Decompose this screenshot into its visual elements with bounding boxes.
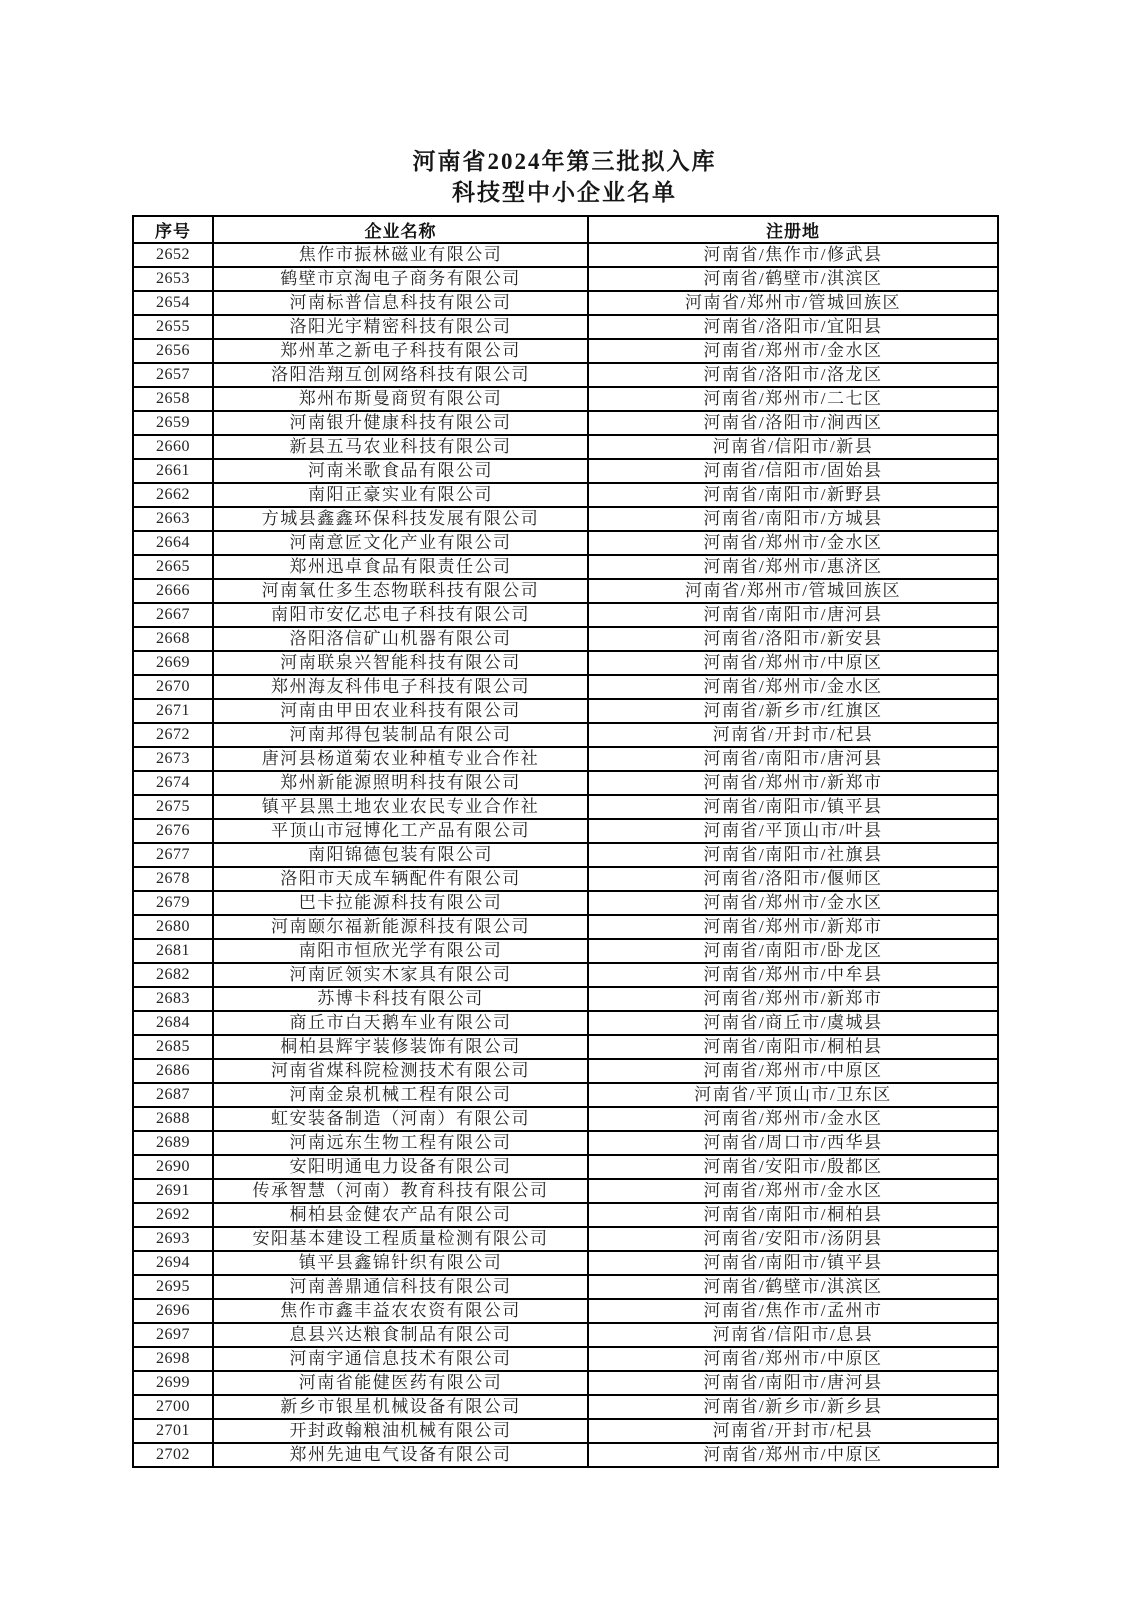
cell-seq: 2666 [133,579,213,603]
cell-company: 息县兴达粮食制品有限公司 [213,1323,588,1347]
cell-company: 桐柏县金健农产品有限公司 [213,1203,588,1227]
document-title-line2: 科技型中小企业名单 [452,180,677,205]
table-row [133,387,998,411]
cell-company: 方城县鑫鑫环保科技发展有限公司 [213,507,588,531]
cell-seq: 2683 [133,987,213,1011]
column-header-seq: 序号 [133,216,213,243]
table-row [133,1179,998,1203]
table-row [133,963,998,987]
cell-seq: 2694 [133,1251,213,1275]
cell-location: 河南省/南阳市/社旗县 [588,843,998,867]
table-row [133,1107,998,1131]
cell-location: 河南省/开封市/杞县 [588,723,998,747]
cell-seq: 2697 [133,1323,213,1347]
cell-location: 河南省/郑州市/金水区 [588,339,998,363]
cell-seq: 2665 [133,555,213,579]
cell-seq: 2684 [133,1011,213,1035]
cell-location: 河南省/新乡市/新乡县 [588,1395,998,1419]
cell-location: 河南省/南阳市/新野县 [588,483,998,507]
table-row [133,459,998,483]
cell-seq: 2652 [133,243,213,267]
cell-seq: 2681 [133,939,213,963]
table-row [133,843,998,867]
cell-company: 南阳市恒欣光学有限公司 [213,939,588,963]
table-header [133,216,998,243]
cell-location: 河南省/郑州市/管城回族区 [588,291,998,315]
cell-seq: 2695 [133,1275,213,1299]
cell-seq: 2689 [133,1131,213,1155]
cell-company: 洛阳光宇精密科技有限公司 [213,315,588,339]
table-row [133,1131,998,1155]
cell-seq: 2669 [133,651,213,675]
cell-company: 郑州新能源照明科技有限公司 [213,771,588,795]
table-row [133,1443,998,1467]
cell-seq: 2660 [133,435,213,459]
cell-location: 河南省/洛阳市/新安县 [588,627,998,651]
cell-seq: 2654 [133,291,213,315]
table-row [133,939,998,963]
cell-seq: 2658 [133,387,213,411]
cell-company: 南阳市安亿芯电子科技有限公司 [213,603,588,627]
table-row [133,723,998,747]
cell-location: 河南省/郑州市/二七区 [588,387,998,411]
table-row [133,555,998,579]
cell-location: 河南省/郑州市/金水区 [588,1179,998,1203]
cell-location: 河南省/郑州市/管城回族区 [588,579,998,603]
cell-seq: 2674 [133,771,213,795]
table-row [133,483,998,507]
cell-company: 河南金泉机械工程有限公司 [213,1083,588,1107]
cell-company: 河南意匠文化产业有限公司 [213,531,588,555]
cell-location: 河南省/郑州市/金水区 [588,891,998,915]
cell-company: 河南善鼎通信科技有限公司 [213,1275,588,1299]
table-row [133,1395,998,1419]
cell-seq: 2653 [133,267,213,291]
cell-company: 河南宇通信息技术有限公司 [213,1347,588,1371]
cell-location: 河南省/洛阳市/洛龙区 [588,363,998,387]
table-row [133,627,998,651]
cell-seq: 2668 [133,627,213,651]
cell-seq: 2677 [133,843,213,867]
cell-company: 河南远东生物工程有限公司 [213,1131,588,1155]
cell-seq: 2678 [133,867,213,891]
cell-company: 鹤壁市京淘电子商务有限公司 [213,267,588,291]
cell-seq: 2696 [133,1299,213,1323]
cell-seq: 2686 [133,1059,213,1083]
table-row [133,1035,998,1059]
cell-location: 河南省/南阳市/唐河县 [588,747,998,771]
cell-location: 河南省/南阳市/唐河县 [588,603,998,627]
table-row [133,267,998,291]
table-row [133,867,998,891]
table-row [133,1011,998,1035]
cell-company: 开封政翰粮油机械有限公司 [213,1419,588,1443]
document-title [132,146,997,208]
table-row [133,1083,998,1107]
table-header-row [133,216,998,243]
cell-company: 新乡市银星机械设备有限公司 [213,1395,588,1419]
cell-company: 郑州革之新电子科技有限公司 [213,339,588,363]
table-row [133,531,998,555]
cell-company: 焦作市鑫丰益农农资有限公司 [213,1299,588,1323]
cell-location: 河南省/郑州市/惠济区 [588,555,998,579]
cell-seq: 2685 [133,1035,213,1059]
cell-company: 洛阳洛信矿山机器有限公司 [213,627,588,651]
cell-company: 巴卡拉能源科技有限公司 [213,891,588,915]
cell-seq: 2693 [133,1227,213,1251]
cell-seq: 2675 [133,795,213,819]
column-header-location: 注册地 [588,216,998,243]
cell-location: 河南省/郑州市/新郑市 [588,915,998,939]
cell-company: 安阳明通电力设备有限公司 [213,1155,588,1179]
cell-location: 河南省/郑州市/中原区 [588,651,998,675]
cell-company: 河南联泉兴智能科技有限公司 [213,651,588,675]
table-row [133,291,998,315]
cell-location: 河南省/洛阳市/偃师区 [588,867,998,891]
cell-location: 河南省/焦作市/孟州市 [588,1299,998,1323]
table-row [133,315,998,339]
table-row [133,1419,998,1443]
cell-seq: 2659 [133,411,213,435]
cell-location: 河南省/鹤壁市/淇滨区 [588,267,998,291]
cell-company: 河南银升健康科技有限公司 [213,411,588,435]
cell-company: 南阳正豪实业有限公司 [213,483,588,507]
cell-location: 河南省/信阳市/新县 [588,435,998,459]
cell-company: 郑州先迪电气设备有限公司 [213,1443,588,1467]
cell-location: 河南省/平顶山市/卫东区 [588,1083,998,1107]
document-title-line1: 河南省2024年第三批拟入库 [412,149,717,174]
cell-location: 河南省/商丘市/虞城县 [588,1011,998,1035]
cell-seq: 2682 [133,963,213,987]
cell-location: 河南省/洛阳市/宜阳县 [588,315,998,339]
table-row [133,915,998,939]
cell-seq: 2663 [133,507,213,531]
cell-seq: 2698 [133,1347,213,1371]
cell-company: 河南标普信息科技有限公司 [213,291,588,315]
cell-location: 河南省/信阳市/息县 [588,1323,998,1347]
cell-company: 平顶山市冠博化工产品有限公司 [213,819,588,843]
table-row [133,507,998,531]
cell-company: 镇平县黑土地农业农民专业合作社 [213,795,588,819]
cell-company: 郑州海友科伟电子科技有限公司 [213,675,588,699]
cell-company: 河南匠领实木家具有限公司 [213,963,588,987]
cell-seq: 2655 [133,315,213,339]
cell-company: 安阳基本建设工程质量检测有限公司 [213,1227,588,1251]
cell-company: 南阳锦德包装有限公司 [213,843,588,867]
column-header-company: 企业名称 [213,216,588,243]
cell-company: 河南由甲田农业科技有限公司 [213,699,588,723]
cell-location: 河南省/郑州市/中牟县 [588,963,998,987]
cell-location: 河南省/南阳市/方城县 [588,507,998,531]
cell-company: 洛阳市天成车辆配件有限公司 [213,867,588,891]
cell-company: 郑州迅卓食品有限责任公司 [213,555,588,579]
cell-company: 镇平县鑫锦针织有限公司 [213,1251,588,1275]
table-row [133,435,998,459]
cell-seq: 2702 [133,1443,213,1467]
cell-company: 虹安装备制造（河南）有限公司 [213,1107,588,1131]
cell-seq: 2671 [133,699,213,723]
table-row [133,1203,998,1227]
cell-location: 河南省/南阳市/桐柏县 [588,1035,998,1059]
cell-location: 河南省/焦作市/修武县 [588,243,998,267]
cell-company: 唐河县杨道菊农业种植专业合作社 [213,747,588,771]
cell-location: 河南省/南阳市/镇平县 [588,1251,998,1275]
table-row [133,675,998,699]
table-row [133,987,998,1011]
cell-company: 河南颐尔福新能源科技有限公司 [213,915,588,939]
cell-company: 河南省能健医药有限公司 [213,1371,588,1395]
table-body [133,243,998,1467]
cell-seq: 2699 [133,1371,213,1395]
cell-seq: 2679 [133,891,213,915]
cell-location: 河南省/郑州市/金水区 [588,1107,998,1131]
cell-location: 河南省/安阳市/殷都区 [588,1155,998,1179]
cell-location: 河南省/南阳市/镇平县 [588,795,998,819]
table-row [133,603,998,627]
table-row [133,1155,998,1179]
cell-location: 河南省/郑州市/新郑市 [588,987,998,1011]
table-row [133,771,998,795]
table-row [133,891,998,915]
cell-location: 河南省/平顶山市/叶县 [588,819,998,843]
table-row [133,1227,998,1251]
table-row [133,819,998,843]
cell-seq: 2667 [133,603,213,627]
cell-company: 传承智慧（河南）教育科技有限公司 [213,1179,588,1203]
cell-seq: 2688 [133,1107,213,1131]
cell-seq: 2656 [133,339,213,363]
table-row [133,1251,998,1275]
table-row [133,339,998,363]
cell-company: 新县五马农业科技有限公司 [213,435,588,459]
company-table [132,215,999,1468]
cell-seq: 2657 [133,363,213,387]
cell-company: 商丘市白天鹅车业有限公司 [213,1011,588,1035]
cell-seq: 2676 [133,819,213,843]
table-row [133,1059,998,1083]
cell-seq: 2664 [133,531,213,555]
table-row [133,651,998,675]
cell-seq: 2662 [133,483,213,507]
cell-seq: 2700 [133,1395,213,1419]
cell-company: 河南米歌食品有限公司 [213,459,588,483]
table-row [133,363,998,387]
table-row [133,1347,998,1371]
cell-location: 河南省/鹤壁市/淇滨区 [588,1275,998,1299]
cell-location: 河南省/郑州市/中原区 [588,1059,998,1083]
cell-company: 郑州布斯曼商贸有限公司 [213,387,588,411]
cell-location: 河南省/南阳市/桐柏县 [588,1203,998,1227]
cell-location: 河南省/新乡市/红旗区 [588,699,998,723]
cell-location: 河南省/信阳市/固始县 [588,459,998,483]
cell-seq: 2680 [133,915,213,939]
cell-location: 河南省/郑州市/中原区 [588,1443,998,1467]
cell-seq: 2690 [133,1155,213,1179]
cell-location: 河南省/南阳市/卧龙区 [588,939,998,963]
table-row [133,1323,998,1347]
cell-seq: 2673 [133,747,213,771]
cell-company: 河南邦得包装制品有限公司 [213,723,588,747]
cell-company: 焦作市振林磁业有限公司 [213,243,588,267]
table-row [133,1371,998,1395]
cell-company: 河南氧仕多生态物联科技有限公司 [213,579,588,603]
cell-seq: 2670 [133,675,213,699]
table-row [133,579,998,603]
table-row [133,699,998,723]
cell-location: 河南省/郑州市/新郑市 [588,771,998,795]
cell-location: 河南省/郑州市/中原区 [588,1347,998,1371]
cell-seq: 2701 [133,1419,213,1443]
cell-location: 河南省/周口市/西华县 [588,1131,998,1155]
table-row [133,243,998,267]
table-row [133,411,998,435]
cell-location: 河南省/郑州市/金水区 [588,675,998,699]
cell-seq: 2661 [133,459,213,483]
table-row [133,795,998,819]
cell-location: 河南省/郑州市/金水区 [588,531,998,555]
cell-seq: 2691 [133,1179,213,1203]
table-row [133,747,998,771]
cell-company: 洛阳浩翔互创网络科技有限公司 [213,363,588,387]
cell-seq: 2687 [133,1083,213,1107]
cell-company: 苏博卡科技有限公司 [213,987,588,1011]
table-row [133,1299,998,1323]
cell-seq: 2692 [133,1203,213,1227]
cell-company: 桐柏县辉宇装修装饰有限公司 [213,1035,588,1059]
table-row [133,1275,998,1299]
cell-location: 河南省/安阳市/汤阴县 [588,1227,998,1251]
cell-location: 河南省/南阳市/唐河县 [588,1371,998,1395]
cell-seq: 2672 [133,723,213,747]
cell-location: 河南省/开封市/杞县 [588,1419,998,1443]
cell-company: 河南省煤科院检测技术有限公司 [213,1059,588,1083]
cell-location: 河南省/洛阳市/涧西区 [588,411,998,435]
